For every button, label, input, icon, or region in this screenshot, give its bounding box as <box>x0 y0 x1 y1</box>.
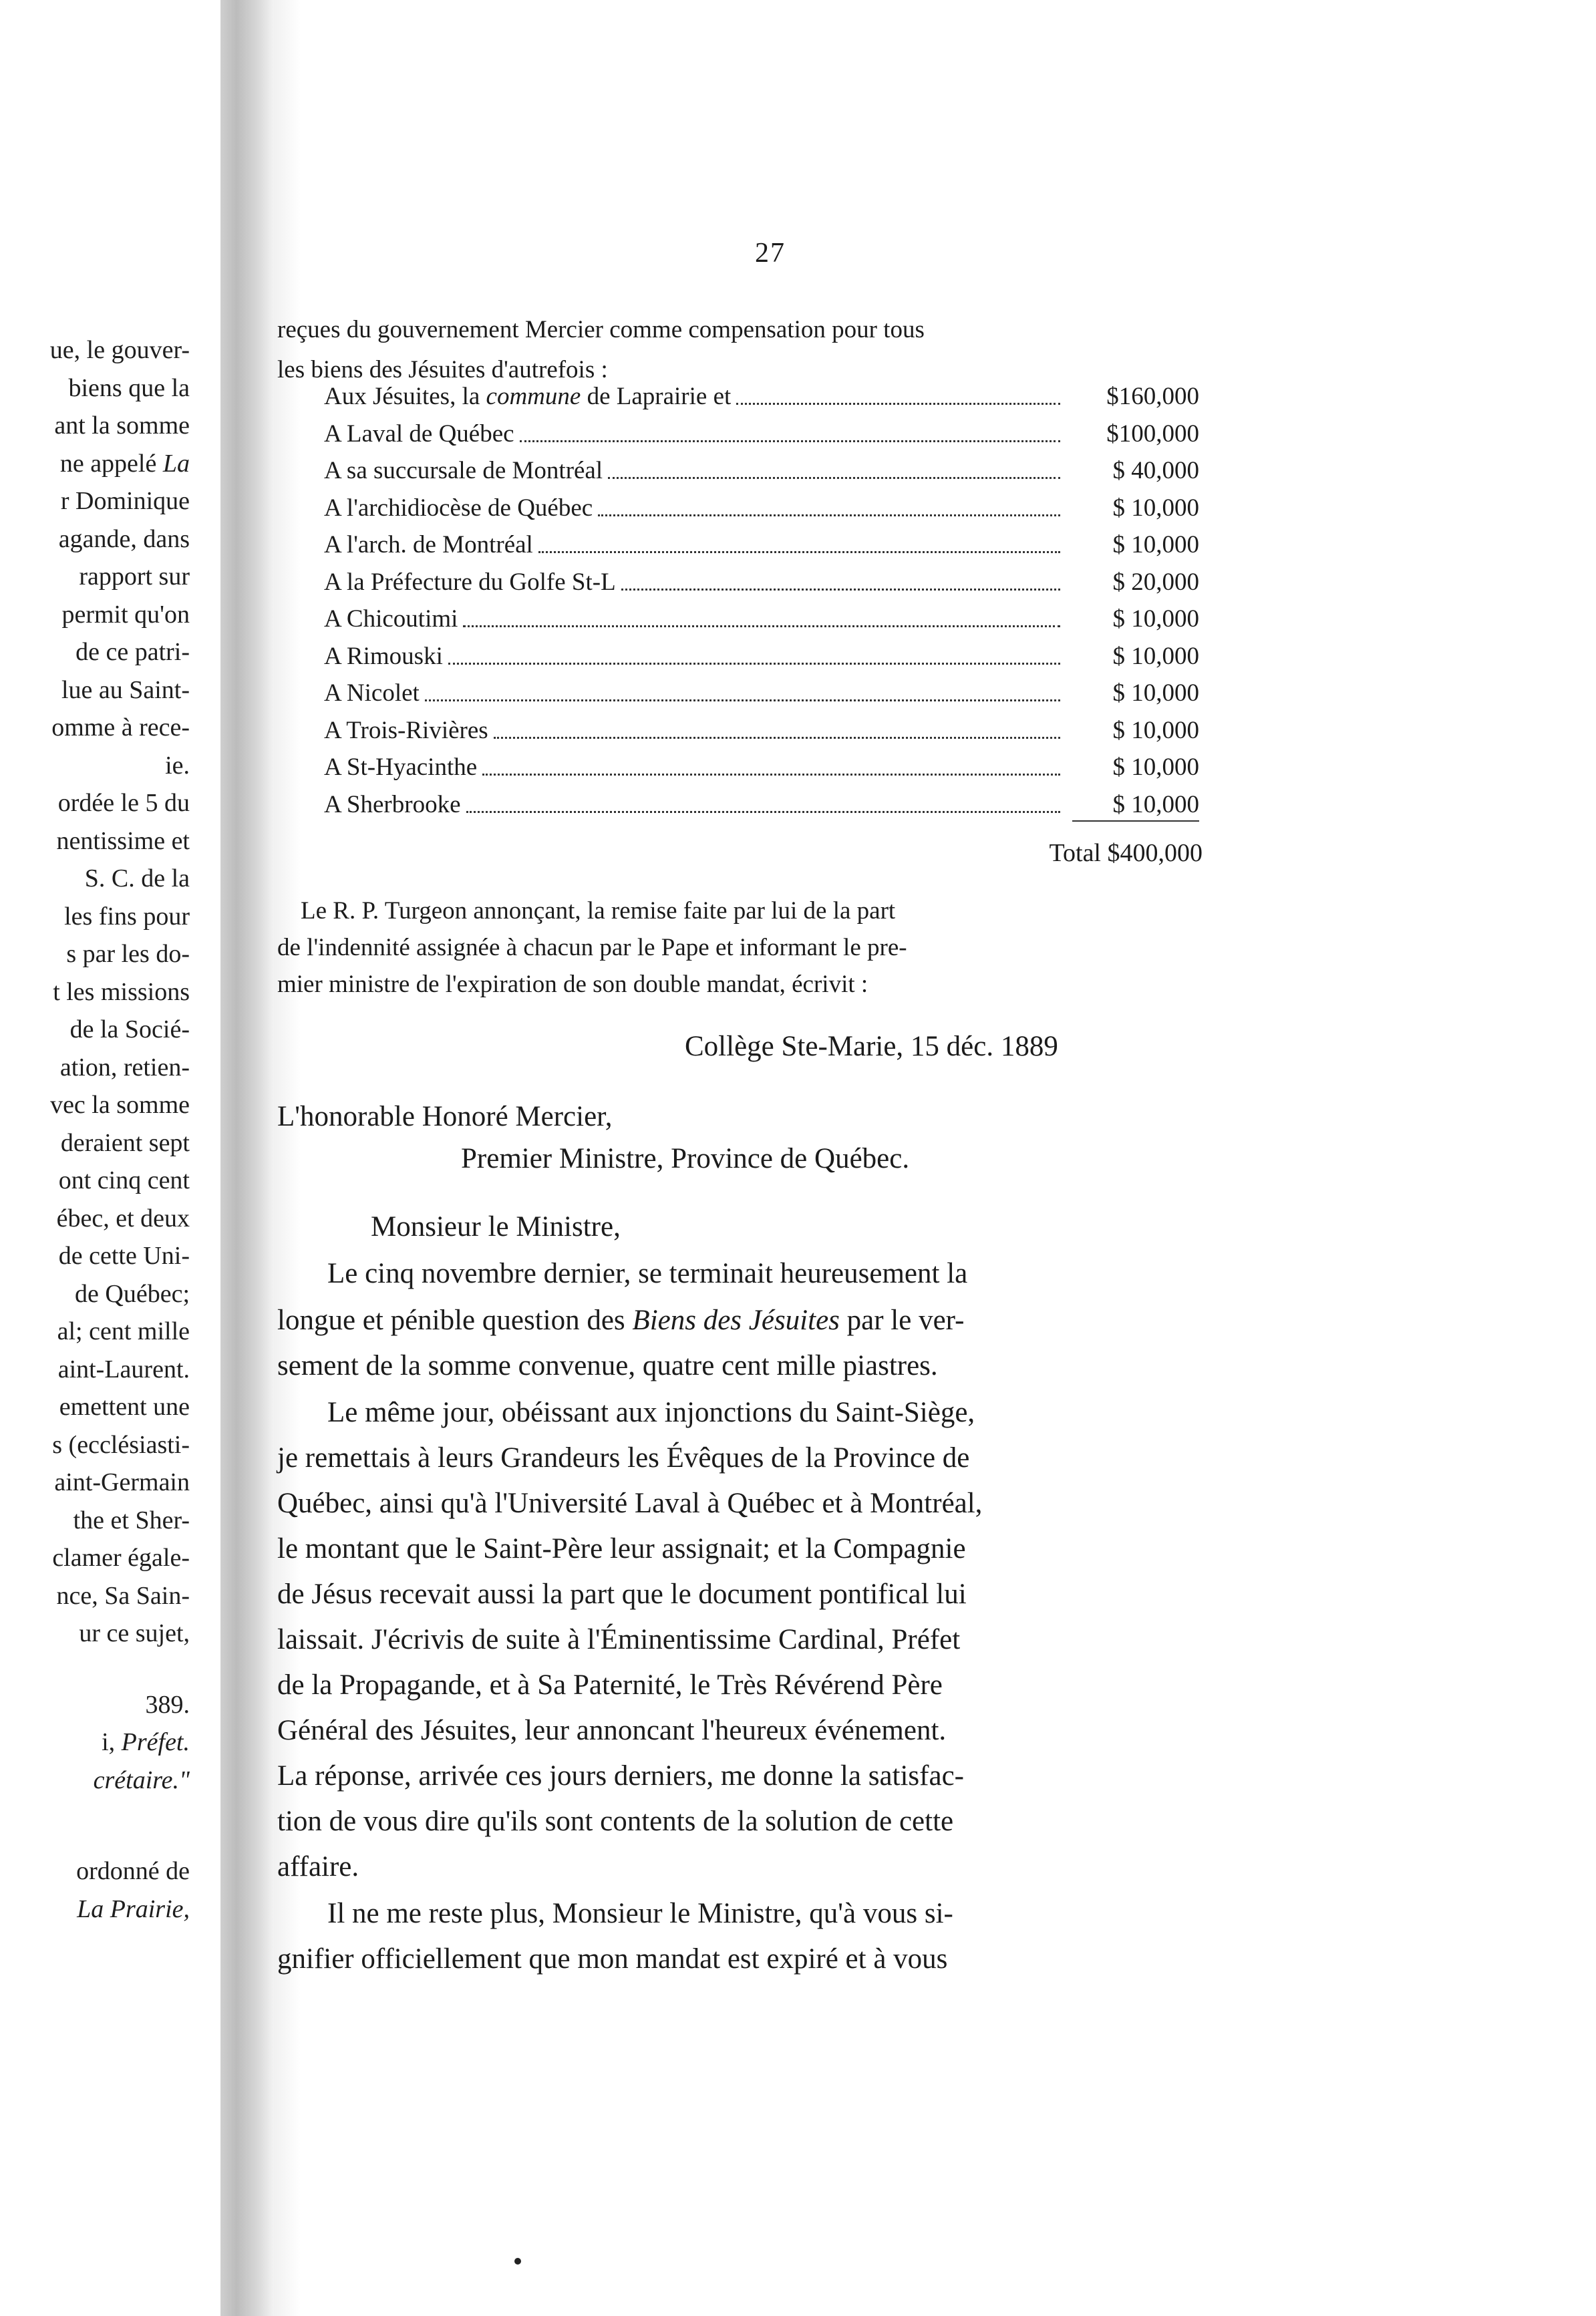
left-page-line: vec la somme <box>50 1091 190 1119</box>
table-row <box>324 637 1199 671</box>
row-amount: $100,000 <box>1106 420 1199 448</box>
row-label: A Rimouski <box>324 642 443 670</box>
table-row <box>324 748 1199 782</box>
note-line-3: mier ministre de l'expiration de son double mandat, écrivit : <box>277 971 868 998</box>
row-amount: $ 10,000 <box>1112 754 1199 781</box>
dot-leader <box>482 774 1060 776</box>
intro-line-1: reçues du gouvernement Mercier comme compensation pour tous <box>277 316 925 343</box>
row-label: A St-Hyacinthe <box>324 754 478 781</box>
left-page-line: S. C. de la <box>84 864 190 892</box>
p2-line-1: Le même jour, obéissant aux injonctions du Saint-Siège, <box>327 1397 975 1428</box>
left-page-line: crétaire." <box>93 1766 190 1794</box>
dot-leader <box>736 403 1060 405</box>
left-page-line: rapport sur <box>79 562 190 591</box>
row-amount: $ 10,000 <box>1112 679 1199 707</box>
print-speck <box>514 2258 521 2265</box>
p2-line-4: le montant que le Saint-Père leur assignait; et la Compagnie <box>277 1533 966 1564</box>
row-label: A sa succursale de Montréal <box>324 457 603 484</box>
dot-leader <box>448 663 1060 665</box>
row-label: A l'arch. de Montréal <box>324 531 533 558</box>
p2-line-6: laissait. J'écrivis de suite à l'Éminentissime Cardinal, Préfet <box>277 1624 961 1655</box>
note-line-1: Le R. P. Turgeon annonçant, la remise faite par lui de la part <box>301 897 896 925</box>
row-label: A Nicolet <box>324 679 420 707</box>
dot-leader <box>520 440 1060 442</box>
dot-leader <box>608 477 1060 479</box>
total-label: Total <box>1049 839 1101 867</box>
row-amount: $ 10,000 <box>1112 531 1199 558</box>
left-page-line: ont cinq cent <box>58 1166 190 1194</box>
total-amount: $400,000 <box>1107 839 1203 867</box>
p2-line-7: de la Propagande, et à Sa Paternité, le Très Révérend Père <box>277 1669 943 1701</box>
page-number: 27 <box>755 238 786 269</box>
left-page-line: ation, retien- <box>59 1053 190 1082</box>
intro-line-2: les biens des Jésuites d'autrefois : <box>277 356 608 383</box>
p3-line-2: gnifier officiellement que mon mandat est expiré et à vous <box>277 1943 948 1975</box>
p1-line-3: sement de la somme convenue, quatre cent mille piastres. <box>277 1350 938 1381</box>
p2-line-5: de Jésus recevait aussi la part que le document pontifical lui <box>277 1579 967 1610</box>
total-rule <box>1072 820 1199 822</box>
left-page-line: ant la somme <box>54 411 190 440</box>
table-row <box>324 526 1199 559</box>
table-row <box>324 600 1199 633</box>
table-row <box>324 563 1199 597</box>
left-page-line: de ce patri- <box>75 638 190 666</box>
left-page-line: agande, dans <box>58 524 190 553</box>
dot-leader <box>466 811 1061 813</box>
dot-leader <box>621 589 1060 591</box>
row-amount: $ 10,000 <box>1112 494 1199 522</box>
table-row <box>324 489 1199 522</box>
letter-addressee: L'honorable Honoré Mercier, <box>277 1101 613 1132</box>
left-page-line: La Prairie, <box>77 1894 190 1923</box>
left-page-line: i, Préfet. <box>102 1728 190 1756</box>
row-amount: $ 10,000 <box>1112 605 1199 633</box>
left-page-line: nentissime et <box>56 826 190 855</box>
book-gutter <box>220 0 274 2316</box>
row-label: Aux Jésuites, la commune de Laprairie et <box>324 383 732 410</box>
left-page-line: aint-Germain <box>54 1468 190 1496</box>
dot-leader <box>538 551 1060 553</box>
dot-leader <box>463 625 1060 627</box>
table-row <box>324 377 1199 411</box>
dot-leader <box>598 514 1060 516</box>
dot-leader <box>494 737 1060 739</box>
left-page-line: ie. <box>165 751 190 780</box>
left-page-line: ne appelé La <box>59 449 190 478</box>
dot-leader <box>425 699 1060 701</box>
row-label: A Sherbrooke <box>324 790 461 818</box>
left-page-line: clamer égale- <box>52 1544 190 1572</box>
p2-line-9: La réponse, arrivée ces jours derniers, me donne la satisfac- <box>277 1760 964 1792</box>
left-page-line: the et Sher- <box>73 1506 190 1534</box>
letter-salutation: Monsieur le Ministre, <box>371 1211 621 1243</box>
left-page-line: ordonné de <box>76 1857 190 1885</box>
left-page-line: lue au Saint- <box>61 675 190 704</box>
letter-addressee-title: Premier Ministre, Province de Québec. <box>461 1143 910 1174</box>
left-page-line: al; cent mille <box>57 1317 190 1345</box>
left-page-line: biens que la <box>68 373 190 402</box>
row-label: A l'archidiocèse de Québec <box>324 494 593 522</box>
row-amount: $ 10,000 <box>1112 790 1199 818</box>
row-amount: $ 10,000 <box>1112 716 1199 744</box>
left-page-fragment <box>0 0 220 2316</box>
left-page-line: s par les do- <box>66 940 190 968</box>
table-row <box>324 786 1199 819</box>
left-page-line: omme à rece- <box>51 713 190 741</box>
note-line-2: de l'indennité assignée à chacun par le Pape et informant le pre- <box>277 934 907 961</box>
total-row <box>962 838 1203 868</box>
p2-line-3: Québec, ainsi qu'à l'Université Laval à Québec et à Montréal, <box>277 1488 983 1519</box>
table-row <box>324 415 1199 448</box>
row-label: A Trois-Rivières <box>324 716 488 744</box>
left-page-line: aint-Laurent. <box>57 1355 190 1383</box>
left-page-line: emettent une <box>59 1393 190 1421</box>
left-page-line: ue, le gouver- <box>49 336 190 364</box>
p3-line-1: Il ne me reste plus, Monsieur le Ministre, qu'à vous si- <box>327 1898 953 1929</box>
left-page-line: deraient sept <box>60 1128 190 1157</box>
left-page-line: de cette Uni- <box>58 1242 190 1270</box>
p2-line-2: je remettais à leurs Grandeurs les Évêques de la Province de <box>277 1442 970 1474</box>
row-label: A Laval de Québec <box>324 420 514 448</box>
left-page-line: ébec, et deux <box>56 1204 190 1232</box>
row-label: A Chicoutimi <box>324 605 458 633</box>
table-row <box>324 711 1199 745</box>
left-page-line: les fins pour <box>64 902 190 931</box>
p2-line-8: Général des Jésuites, leur annoncant l'heureux événement. <box>277 1715 947 1746</box>
left-page-line: ordée le 5 du <box>57 789 190 817</box>
left-page-line: r Dominique <box>60 487 190 515</box>
p1-line-2: longue et pénible question des Biens des Jésuites par le ver- <box>277 1305 965 1336</box>
row-label: A la Préfecture du Golfe St-L <box>324 568 616 596</box>
left-page-line: de la Socié- <box>69 1015 190 1043</box>
row-amount: $ 10,000 <box>1112 642 1199 670</box>
table-row <box>324 452 1199 485</box>
left-page-line: s (ecclésiasti- <box>52 1430 190 1459</box>
p2-line-10: tion de vous dire qu'ils sont contents de la solution de cette <box>277 1806 954 1837</box>
row-amount: $ 40,000 <box>1112 457 1199 484</box>
left-page-line: de Québec; <box>75 1279 190 1308</box>
row-amount: $160,000 <box>1106 383 1199 410</box>
row-amount: $ 20,000 <box>1112 568 1199 596</box>
left-page-line: t les missions <box>53 977 190 1006</box>
left-page-line: permit qu'on <box>61 600 190 629</box>
left-page-line: ur ce sujet, <box>79 1619 190 1647</box>
p2-line-11: affaire. <box>277 1851 359 1882</box>
p1-line-1: Le cinq novembre dernier, se terminait heureusement la <box>327 1258 968 1289</box>
left-page-line: 389. <box>145 1690 190 1719</box>
letter-dateline: Collège Ste-Marie, 15 déc. 1889 <box>685 1031 1058 1062</box>
table-row <box>324 674 1199 707</box>
left-page-line: nce, Sa Sain- <box>56 1581 190 1610</box>
